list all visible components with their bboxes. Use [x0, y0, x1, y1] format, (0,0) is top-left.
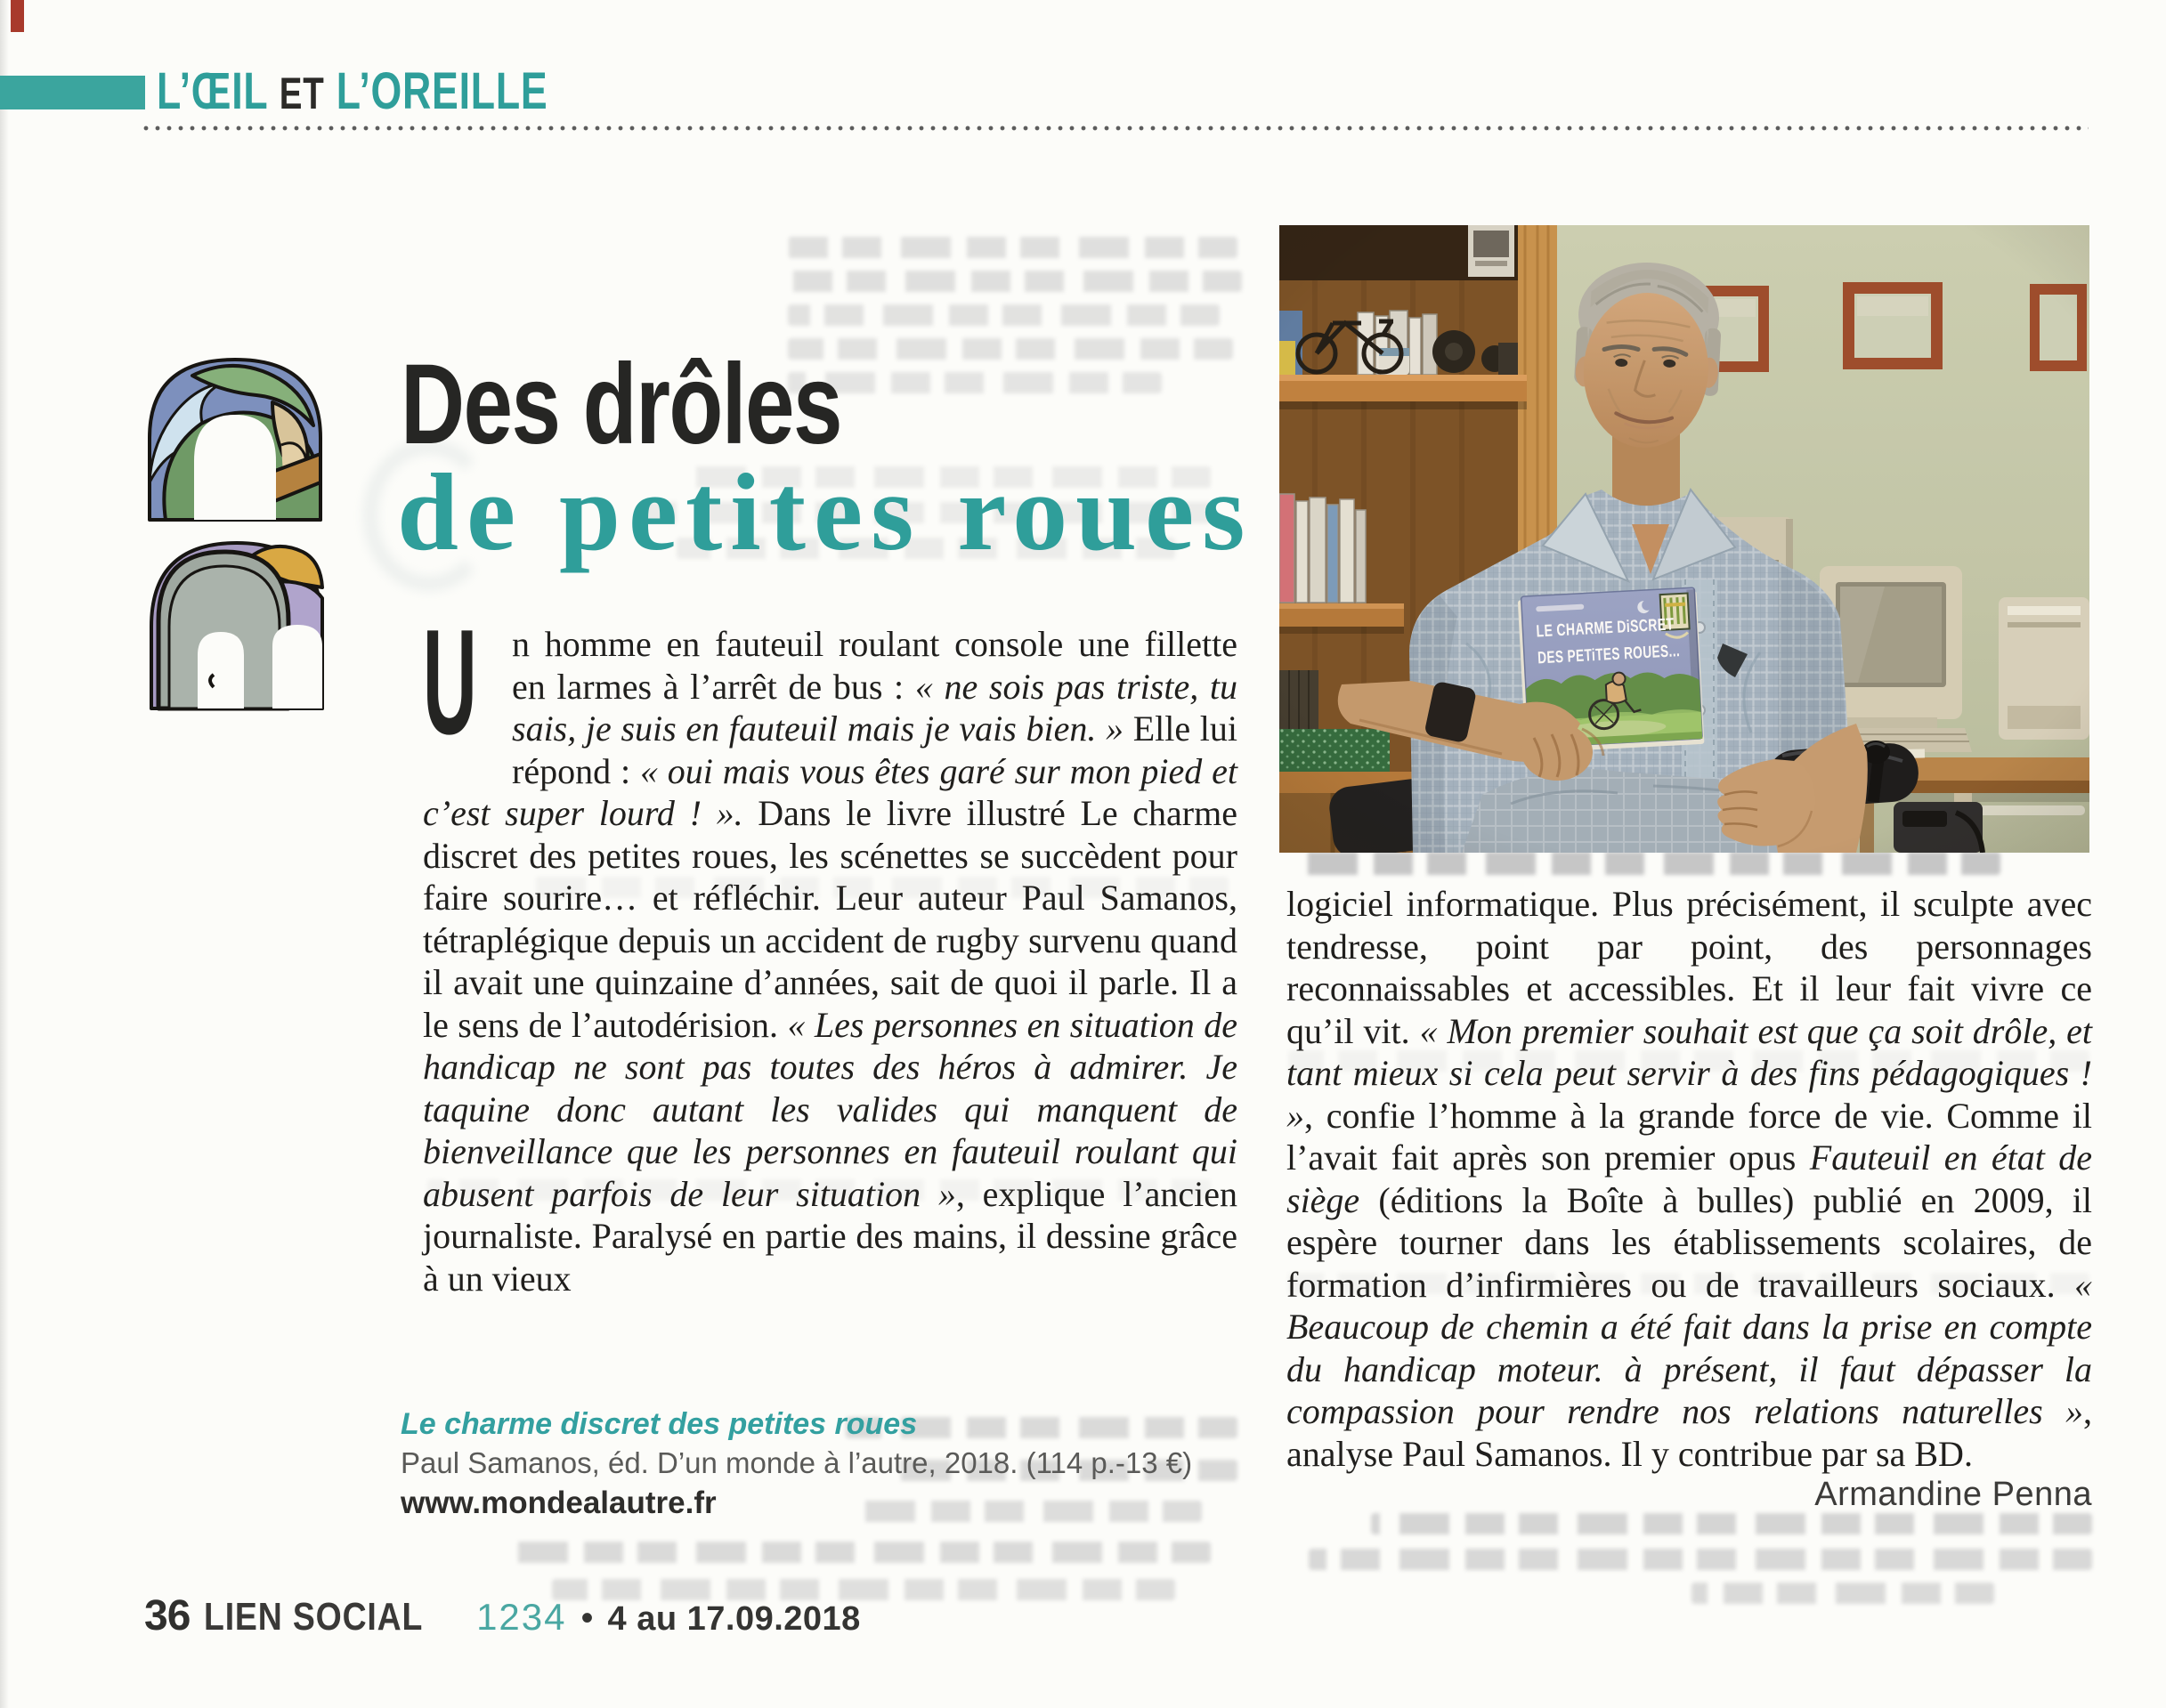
article-title-line1: Des drôles — [401, 341, 841, 468]
author-byline: Armandine Penna — [1814, 1476, 2092, 1513]
article-title-line2: de petites roues — [397, 451, 1253, 573]
book-title: Le charme discret des petites roues — [401, 1407, 918, 1441]
dotted-rule — [142, 125, 2089, 133]
footer-separator: • — [580, 1599, 594, 1638]
rubric-color-bar — [0, 76, 145, 109]
book-publisher-details: Paul Samanos, éd. D’un monde à l’autre, 2018. (114 p.-13 €) — [401, 1446, 1193, 1479]
book-reference-box — [401, 1404, 1237, 1524]
rubric-header — [157, 62, 548, 120]
page-edge-mark — [11, 0, 24, 32]
book-website-url: www.mondealautre.fr — [401, 1485, 717, 1520]
page-number: 36 — [144, 1592, 191, 1639]
photo-paul-samanos — [1279, 225, 2089, 853]
rubric-conjunction: ET — [279, 69, 325, 118]
issue-number: 1234 — [476, 1596, 567, 1638]
article-column-right — [1286, 883, 2092, 1475]
article-column-left — [423, 598, 1238, 1299]
bd-comic-logo — [139, 349, 335, 712]
magazine-name: LIEN SOCIAL — [204, 1595, 424, 1639]
rubric-word-oreille: L’OREILLE — [336, 62, 548, 120]
article-text-right: logiciel informatique. Plus précisément, il sculpte avec tendresse, point par point, des personnages reconnaissables et accessibles. Et il leur fait vivre ce qu’il vit. « Mon premier souhait est que ça soit drôle, et tant mieux si cela peut servir à des fins pédagogiques ! », confie l’homme à la grande force de vie. Comme il l’avait fait après son premier opus Fauteuil en état de siège (éditions la Boîte à bulles) publié en 2009, il espère tourner dans les établissements scolaires, de formation d’infirmières ou de travailleurs sociaux. « Beaucoup de chemin a été fait dans la prise en compte du handicap moteur. à présent, il faut dépasser la compassion pour rendre nos relations naturelles », analyse Paul Samanos. Il y contribue par sa BD. — [1286, 884, 2093, 1474]
scan-edge-shadow — [0, 0, 9, 1708]
rubric-word-oeil: L’ŒIL — [157, 62, 268, 120]
article-text-left: n homme en fauteuil roulant console une fillette en larmes à l’arrêt de bus : « ne sois pas triste, tu sais, je suis en fauteuil mais je vais bien. » Elle lui répond : « oui mais vous êtes garé sur mon pied et c’est super lourd ! ». Dans le livre illustré Le charme discret des petites roues, les scénettes se succèdent pour faire sourire… et réfléchir. Leur auteur Paul Samanos, tétraplégique depuis un accident de rugby survenu quand il avait une quinzaine d’années, sait de quoi il parle. Il a le sens de l’autodérision. « Les personnes en situation de handicap ne sont pas toutes des héros à admirer. Je taquine donc autant les valides qui manquent de bienveillance que les personnes en fauteuil roulant qui abusent parfois de leur situation », explique l’ancien journaliste. Paralysé en partie des mains, il dessine grâce à un vieux — [423, 624, 1238, 1299]
page-footer — [144, 1591, 861, 1640]
drop-cap: U — [423, 598, 477, 765]
issue-date-range: 4 au 17.09.2018 — [607, 1600, 861, 1638]
